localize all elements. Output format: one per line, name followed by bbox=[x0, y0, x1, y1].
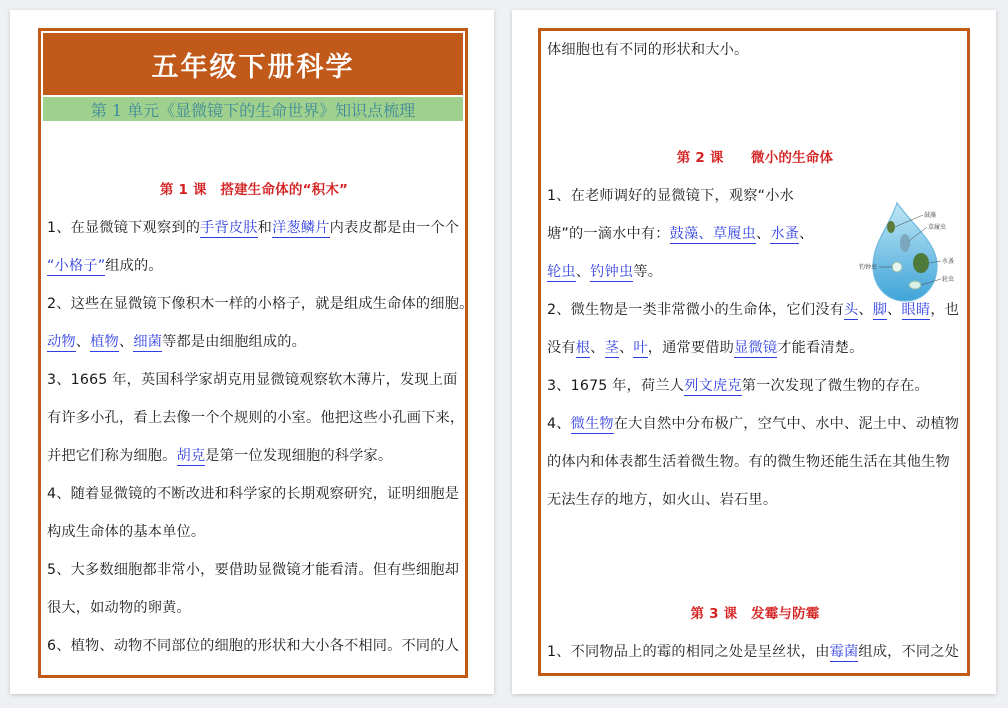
text: 内表皮都是由一个个 bbox=[329, 220, 460, 236]
document-page-right bbox=[512, 10, 996, 694]
water-flea-icon bbox=[913, 253, 929, 273]
figure-label: 草履虫 bbox=[928, 224, 947, 231]
paragraph-line: 有许多小孔，看上去像一个个规则的小室。他把这些小孔画下来， bbox=[47, 410, 465, 426]
document-subtitle: 第 1 单元《显微镜下的生命世界》知识点梳理 bbox=[43, 97, 463, 121]
rotifer-icon bbox=[909, 281, 921, 289]
text: 、 bbox=[858, 302, 873, 318]
document-page-left bbox=[10, 10, 494, 694]
text: 、 bbox=[755, 226, 771, 242]
text: 才能看清楚。 bbox=[777, 340, 864, 356]
paragraph-line: 的体内和体表都生活着微生物。有的微生物还能生活在其他生物 bbox=[547, 454, 950, 470]
text: 、 bbox=[75, 334, 91, 350]
lesson2-heading: 第 2 课 微小的生命体 bbox=[676, 150, 834, 166]
vorticella-icon bbox=[892, 262, 902, 272]
text: ，通常要借助 bbox=[647, 340, 735, 356]
text: 没有 bbox=[547, 340, 576, 356]
keyword: “小格子” bbox=[47, 258, 106, 274]
paramecium-icon bbox=[900, 234, 910, 252]
paragraph-line bbox=[547, 367, 963, 405]
keyword: 细菌 bbox=[133, 334, 163, 350]
paragraph-line: 体细胞也有不同的形状和大小。 bbox=[547, 42, 749, 58]
paragraph-line: 3、1665 年，英国科学家胡克用显微镜观察软木薄片，发现上面 bbox=[47, 372, 458, 388]
keyword: 霉菌 bbox=[829, 644, 859, 660]
keyword: 根 bbox=[575, 340, 591, 356]
keyword: 水蚤 bbox=[770, 226, 800, 242]
lesson2-content bbox=[547, 31, 963, 671]
figure-label: 鼓藻 bbox=[924, 212, 937, 219]
paragraph-line: 无法生存的地方，如火山、岩石里。 bbox=[547, 492, 778, 508]
keyword: 眼睛 bbox=[901, 302, 931, 318]
keyword: 动物 bbox=[47, 334, 76, 350]
lesson3-heading: 第 3 课 发霉与防霉 bbox=[690, 606, 820, 622]
text: 并把它们称为细胞。 bbox=[47, 448, 177, 464]
paragraph-line: 很大，如动物的卵黄。 bbox=[47, 600, 191, 616]
keyword: 手背皮肤 bbox=[200, 220, 258, 236]
figure-label: 钓钟虫 bbox=[859, 264, 878, 271]
text: 1、不同物品上的霉的相同之处是呈丝状，由 bbox=[547, 644, 830, 660]
keyword: 头 bbox=[843, 302, 859, 318]
text: 组成，不同之处 bbox=[858, 644, 960, 660]
paragraph-line bbox=[547, 329, 963, 367]
text: 4、 bbox=[547, 416, 571, 432]
paragraph-line bbox=[47, 247, 461, 285]
spacer bbox=[547, 519, 963, 595]
paragraph-line: 5、大多数细胞都非常小，要借助显微镜才能看清。但有些细胞却 bbox=[47, 562, 460, 578]
paragraph-line: 6、植物、动物不同部位的细胞的形状和大小各不相同。不同的人 bbox=[47, 638, 460, 654]
text: 在大自然中分布极广，空气中、水中、泥土中、动植物 bbox=[613, 416, 960, 432]
paragraph-line bbox=[547, 405, 963, 443]
figure-label: 轮虫 bbox=[942, 276, 955, 283]
text: 组成的。 bbox=[105, 258, 163, 274]
text: 等都是由细胞组成的。 bbox=[162, 334, 307, 350]
keyword: 微生物 bbox=[570, 416, 614, 432]
text: 1、在显微镜下观察到的 bbox=[47, 220, 201, 236]
paragraph-line: 4、随着显微镜的不断改进和科学家的长期观察研究，证明细胞是 bbox=[47, 486, 460, 502]
text: 、 bbox=[590, 340, 605, 356]
paragraph-line bbox=[47, 323, 461, 361]
text: 塘”的一滴水中有： bbox=[547, 226, 670, 242]
text: 是第一位发现细胞的科学家。 bbox=[205, 448, 393, 464]
text: 等。 bbox=[633, 264, 663, 280]
water-droplet-figure bbox=[861, 201, 965, 305]
text: 、 bbox=[575, 264, 591, 280]
text: 、 bbox=[887, 302, 902, 318]
desmid-icon bbox=[887, 221, 895, 233]
figure-label: 水蚤 bbox=[942, 258, 955, 265]
text: 第一次发现了微生物的存在。 bbox=[741, 378, 929, 394]
paragraph-line bbox=[47, 209, 461, 247]
spacer bbox=[547, 69, 963, 139]
paragraph-line: 构成生命体的基本单位。 bbox=[47, 524, 206, 540]
keyword: 显微镜 bbox=[734, 340, 778, 356]
text: 、 bbox=[118, 334, 134, 350]
keyword: 洋葱鳞片 bbox=[272, 220, 330, 236]
paragraph-line bbox=[547, 633, 963, 671]
keyword: 鼓藻、草履虫 bbox=[669, 226, 756, 242]
lesson1-heading: 第 1 课 搭建生命体的“积木” bbox=[159, 182, 349, 198]
keyword: 列文虎克 bbox=[684, 378, 742, 394]
page-border bbox=[538, 28, 970, 676]
keyword: 茎 bbox=[604, 340, 619, 356]
keyword: 脚 bbox=[872, 302, 888, 318]
text: 3、1675 年，荷兰人 bbox=[547, 378, 685, 394]
keyword: 叶 bbox=[633, 340, 648, 356]
keyword: 植物 bbox=[90, 334, 119, 350]
keyword: 胡克 bbox=[176, 448, 206, 464]
text: 、 bbox=[799, 226, 814, 242]
text: 、 bbox=[618, 340, 634, 356]
keyword: 钓钟虫 bbox=[590, 264, 634, 280]
text: ，也 bbox=[930, 302, 960, 318]
paragraph-line bbox=[47, 437, 461, 475]
document-title: 五年级下册科学 bbox=[43, 33, 463, 95]
page-border bbox=[38, 28, 474, 678]
paragraph-line: 1、在老师调好的显微镜下，观察“小水 bbox=[547, 188, 794, 204]
text: 和 bbox=[257, 220, 273, 236]
paragraph-line: 2、这些在显微镜下像积木一样的小格子，就是组成生命体的细胞。 bbox=[47, 296, 474, 312]
lesson1-content bbox=[47, 171, 474, 665]
text: 2、微生物是一类非常微小的生命体，它们没有 bbox=[547, 302, 844, 318]
keyword: 轮虫 bbox=[547, 264, 576, 280]
